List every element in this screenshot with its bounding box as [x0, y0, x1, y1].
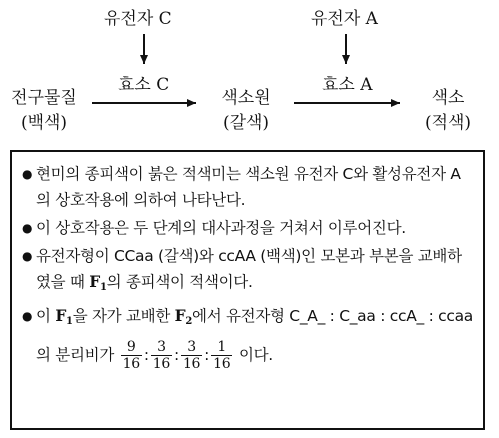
bullet-icon: ●	[22, 167, 33, 181]
fraction-numerator: 3	[181, 339, 202, 356]
note-text-2: 이 상호작용은 두 단계의 대사과정을 거쳐서 이루어진다.	[36, 219, 406, 237]
ratio-separator: :	[204, 346, 210, 364]
bullet-icon: ●	[22, 221, 33, 235]
fraction-denominator: 16	[182, 356, 201, 372]
note-text-1: 현미의 종피색이 붉은 적색미는 색소원 유전자 C와 활성유전자 A의 상호작용에 의하여 나타난다.	[36, 165, 461, 209]
note-text-4c: 에서 유전자형 C_A_ : C_aa : ccA_ : ccaa의 분리비가	[36, 307, 473, 364]
fraction-denominator: 16	[152, 356, 170, 372]
pathway-diagram	[0, 0, 499, 150]
precursor-label: 전구물질	[11, 88, 77, 108]
note-text-4d: 이다.	[234, 346, 273, 364]
fraction-numerator: 1	[211, 339, 232, 356]
ratio-separator: :	[143, 346, 149, 364]
f1-symbol: F	[89, 272, 100, 291]
f2-symbol: F	[174, 306, 186, 325]
f1-subscript: 1	[100, 282, 107, 293]
bullet-icon: ●	[22, 309, 33, 323]
gene-a-label: 유전자 A	[311, 9, 378, 29]
pigment-color: (적색)	[424, 113, 472, 133]
pigment-source-label: 색소원	[221, 88, 271, 108]
note-text-3b: 의 종피색이 적색이다.	[106, 273, 253, 291]
note-text-4b: 을 자가 교배한	[72, 307, 175, 325]
note-text-4a: 이	[36, 307, 56, 325]
f2-subscript: 2	[185, 316, 193, 327]
bullet-icon: ●	[22, 249, 33, 263]
fraction-denominator: 16	[213, 356, 231, 372]
f1-symbol: F	[55, 306, 67, 325]
notes-box	[10, 150, 485, 430]
ratio-fraction-4	[211, 339, 232, 372]
fraction-denominator: 16	[122, 356, 140, 372]
note-item-1	[20, 161, 475, 213]
segregation-ratio	[119, 339, 273, 372]
f1-subscript: 1	[66, 316, 73, 327]
fraction-numerator: 3	[151, 339, 172, 356]
ratio-fraction-2	[151, 339, 172, 372]
fraction-numerator: 9	[121, 339, 142, 356]
note-item-3	[20, 243, 475, 301]
pigment-label: 색소	[431, 88, 465, 108]
ratio-separator: :	[174, 346, 179, 364]
ratio-fraction-3	[181, 339, 202, 372]
gene-c-label: 유전자 C	[104, 9, 172, 29]
enzyme-c-label: 효소 C	[118, 75, 170, 95]
note-item-2	[20, 215, 475, 241]
precursor-color: (백색)	[20, 113, 68, 133]
enzyme-a-label: 효소 A	[322, 75, 373, 95]
note-text-3a: 유전자형이 CCaa (갈색)와 ccAA (백색)인 모본과 부본을 교배하였을 때	[36, 247, 462, 291]
note-item-4	[20, 303, 475, 375]
pigment-source-color: (갈색)	[222, 113, 270, 133]
ratio-fraction-1	[121, 339, 142, 372]
